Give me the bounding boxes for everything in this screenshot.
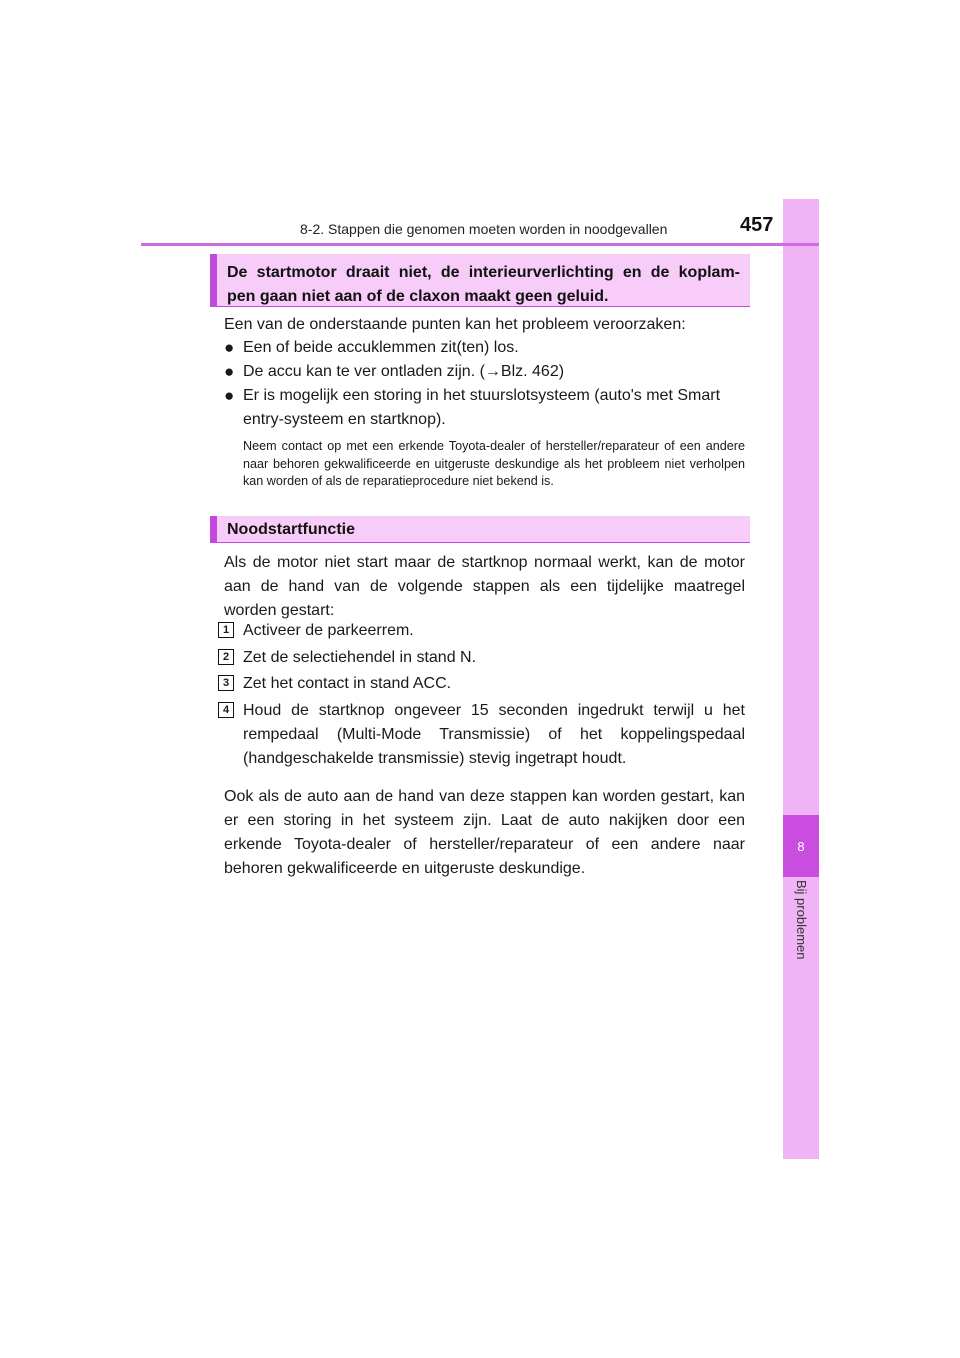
section2-outro: Ook als de auto aan de hand van deze stappen kan worden gestart, kan er een storing in het systeem zijn. Laat de auto nakijken door een erkende Toyota-dealer of hersteller/reparateur of een andere naar behoren gekwalificeerde en uitgeruste deskundige.: [224, 788, 745, 877]
chapter-number: 8: [783, 815, 819, 877]
step-number-box: 2: [218, 649, 234, 665]
header-rule: [141, 243, 819, 246]
chapter-label: Bij problemen: [794, 880, 809, 960]
section1-intro: Een van de onderstaande punten kan het probleem veroorzaken:: [224, 316, 686, 333]
step-text: Zet het contact in stand ACC.: [243, 675, 452, 692]
step-text: Zet de selectiehendel in stand N.: [243, 649, 477, 666]
section1-note: Neem contact op met een erkende Toyota-dealer of hersteller/reparateur of een andere naar behoren gekwalificeerde en uitgeruste deskundige als het probleem niet verholpen kan worden of als de reparatieprocedure niet bekend is.: [243, 439, 745, 488]
bullet-marker: ●: [224, 386, 235, 405]
step-number-box: 1: [218, 622, 234, 638]
section-heading-emergency-start: Noodstartfunctie: [210, 516, 750, 543]
bullet-marker: ●: [224, 338, 235, 357]
bullet-item: Er is mogelijk een storing in het stuurslotsysteem (auto's met Smart: [243, 387, 721, 404]
step-number-box: 3: [218, 675, 234, 691]
section-heading-starter: De startmotor draait niet, de interieurverlichting en de koplam- pen gaan niet aan of de claxon maakt geen geluid.: [210, 254, 750, 307]
bullet-item: Een of beide accuklemmen zit(ten) los.: [243, 339, 519, 356]
page-number: 457: [740, 214, 774, 236]
running-header: 8-2. Stappen die genomen moeten worden in noodgevallen: [300, 221, 668, 237]
step-text: Activeer de parkeerrem.: [243, 622, 414, 639]
step-text: Houd de startknop ongeveer 15 seconden ingedrukt terwijl u het rempedaal (Multi-Mode Transmissie) of het koppelingspedaal (handgeschakelde transmissie) stevig ingetrapt houdt.: [243, 702, 745, 767]
chapter-side-tab: [783, 199, 819, 1159]
section2-intro: Als de motor niet start maar de startknop normaal werkt, kan de motor aan de hand van de volgende stappen als een tijdelijke maatregel worden gestart:: [224, 554, 745, 619]
step-number-box: 4: [218, 702, 234, 718]
bullet-item-continued: entry-systeem en startknop).: [243, 411, 446, 428]
bullet-item: De accu kan te ver ontladen zijn. (→Blz. 462): [243, 363, 565, 380]
bullet-marker: ●: [224, 362, 235, 381]
